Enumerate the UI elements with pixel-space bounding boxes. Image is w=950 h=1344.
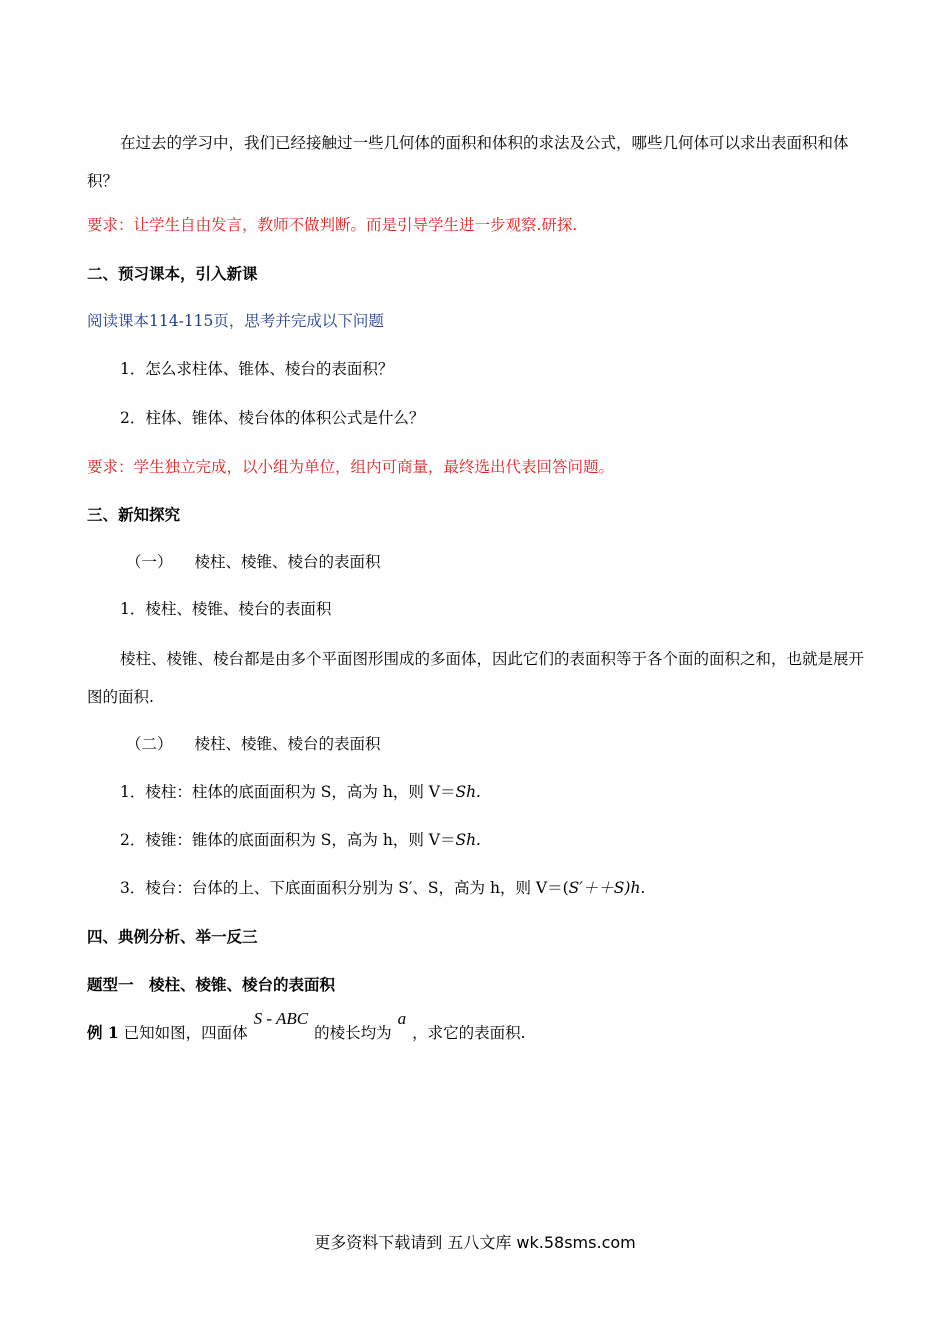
surface-area-paragraph: 棱柱、棱锥、棱台都是由多个平面图形围成的多面体，因此它们的表面积等于各个面的面积之和，也就是展开图的面积. xyxy=(87,650,865,706)
question-2: 2．柱体、锥体、棱台体的体积公式是什么？ xyxy=(120,409,425,427)
example-1-text-c: ，求它的表面积. xyxy=(412,1024,526,1042)
subsection-1-number: （一） xyxy=(126,553,173,571)
requirement-1: 要求：让学生自由发言，教师不做判断。而是引导学生进一步观察.研探. xyxy=(87,216,578,234)
intro-paragraph: 在过去的学习中，我们已经接触过一些几何体的面积和体积的求法及公式，哪些几何体可以求出表面积和体积？ xyxy=(87,134,849,190)
section4-heading: 四、典例分析、举一反三 xyxy=(87,927,258,946)
reading-instruction: 阅读课本114-115页，思考并完成以下问题 xyxy=(87,312,384,330)
subsection-1 xyxy=(126,551,381,573)
subsection-2 xyxy=(126,733,381,755)
formula-frustum-text: 3．棱台：台体的上、下底面面积分别为 S′、S，高为 h，则 V＝( xyxy=(120,879,569,897)
problem-type-1: 题型一 棱柱、棱锥、棱台的表面积 xyxy=(87,975,336,994)
example-1-text-a: 已知如图，四面体 xyxy=(123,1024,248,1042)
question-1: 1．怎么求柱体、锥体、棱台的表面积？ xyxy=(120,360,394,378)
example-1 xyxy=(87,1009,526,1044)
formula-prism xyxy=(120,781,481,803)
formula-prism-expr: Sh. xyxy=(455,783,481,801)
formula-pyramid xyxy=(120,829,481,851)
example-1-text-b: 的棱长均为 xyxy=(314,1024,392,1042)
formula-pyramid-text: 2．棱锥：锥体的底面面积为 S，高为 h，则 V＝ xyxy=(120,831,456,849)
formula-prism-text: 1．棱柱：柱体的底面面积为 S，高为 h，则 V＝ xyxy=(120,783,456,801)
formula-frustum xyxy=(120,877,645,899)
tetrahedron-symbol: S - ABC xyxy=(253,1009,309,1028)
section2-heading: 二、预习课本，引入新课 xyxy=(87,264,258,283)
formula-frustum-expr: S′＋＋S xyxy=(568,879,625,897)
example-1-label: 例 1 xyxy=(87,1023,119,1042)
edge-length-symbol: a xyxy=(397,1009,407,1028)
formula-pyramid-expr: Sh. xyxy=(455,831,481,849)
formula-frustum-suffix: )h. xyxy=(624,879,646,897)
requirement-2: 要求：学生独立完成，以小组为单位，组内可商量，最终选出代表回答问题。 xyxy=(87,458,615,476)
subsection-2-number: （二） xyxy=(126,735,173,753)
subsection-1-title: 棱柱、棱锥、棱台的表面积 xyxy=(194,553,381,571)
section3-heading: 三、新知探究 xyxy=(87,505,181,524)
footer-watermark: 更多资料下载请到 五八文库 wk.58sms.com xyxy=(314,1233,636,1252)
item-1: 1．棱柱、棱锥、棱台的表面积 xyxy=(120,600,332,618)
subsection-2-title: 棱柱、棱锥、棱台的表面积 xyxy=(194,735,381,753)
